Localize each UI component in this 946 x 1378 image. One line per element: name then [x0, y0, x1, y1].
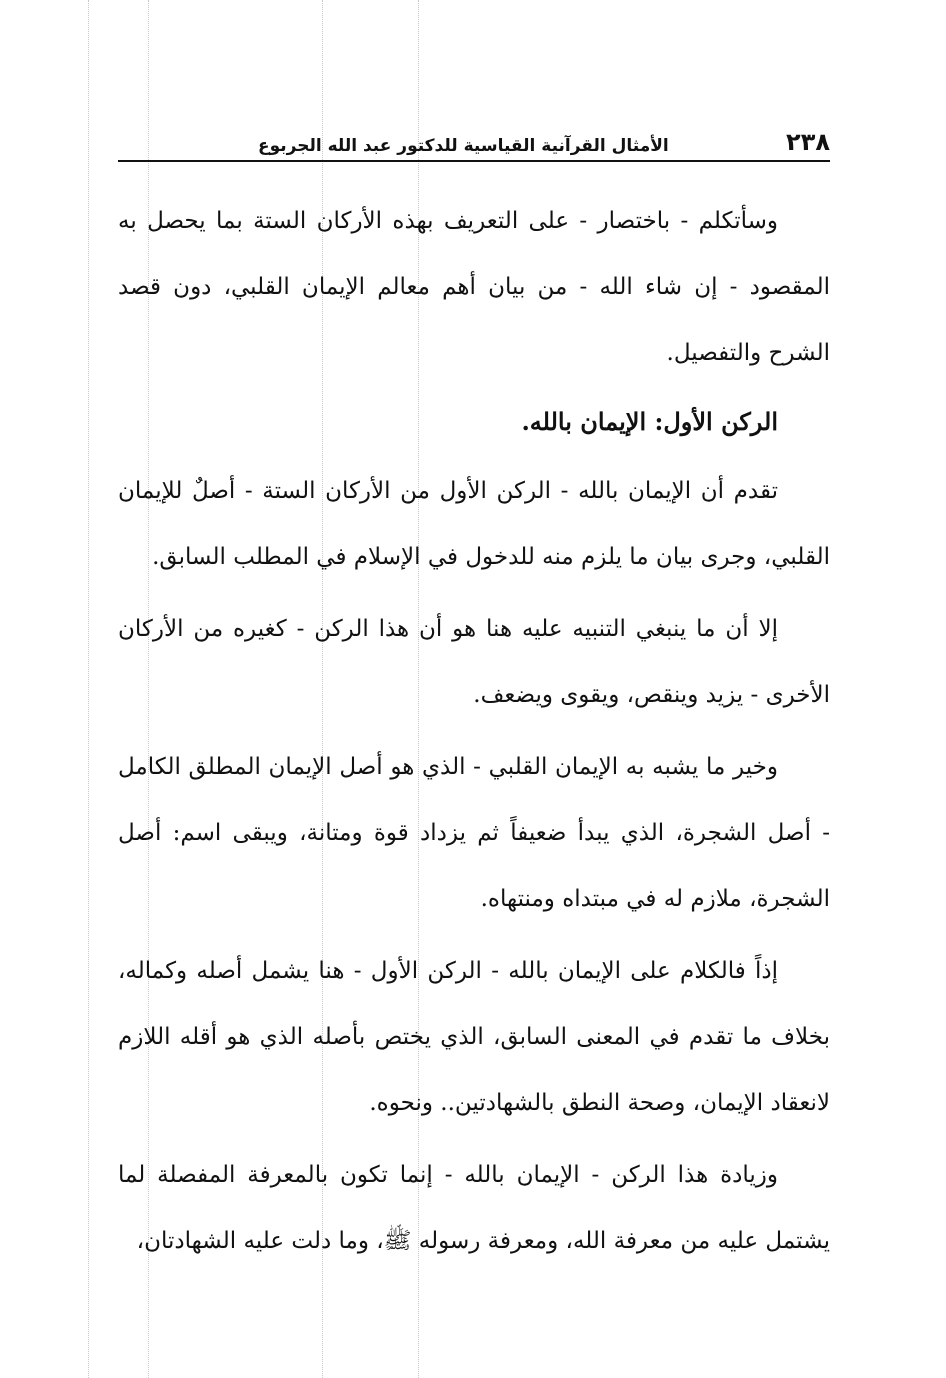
- page-body: [118, 188, 830, 1280]
- paragraph: إلا أن ما ينبغي التنبيه عليه هنا هو أن هذا الركن - كغيره من الأركان الأخرى - يزيد وينقص، ويقوى ويضعف.: [118, 616, 830, 708]
- paragraph: إذاً فالكلام على الإيمان بالله - الركن الأول - هنا يشمل أصله وكماله، بخلاف ما تقدم في المعنى السابق، الذي يختص بأصله الذي هو أقله اللازم لانعقاد الإيمان، وصحة النطق بالشهادتين.. ونحوه.: [118, 958, 830, 1116]
- paragraph: وزيادة هذا الركن - الإيمان بالله - إنما تكون بالمعرفة المفصلة لما يشتمل عليه من معرفة الله، ومعرفة رسوله ﷺ، وما دلت عليه الشهادتان،: [118, 1162, 830, 1254]
- paragraph: وسأتكلم - باختصار - على التعريف بهذه الأركان الستة بما يحصل به المقصود - إن شاء الله - من بيان أهم معالم الإيمان القلبي، دون قصد الشرح والتفصيل.: [118, 208, 830, 366]
- section-heading: الركن الأول: الإيمان بالله.: [521, 407, 778, 436]
- page-header: [118, 128, 830, 162]
- paragraph: وخير ما يشبه به الإيمان القلبي - الذي هو أصل الإيمان المطلق الكامل - أصل الشجرة، الذي يبدأ ضعيفاً ثم يزداد قوة ومتانة، ويبقى اسم: أصل الشجرة، ملازم له في مبتداه ومنتهاه.: [118, 754, 830, 912]
- paragraph: تقدم أن الإيمان بالله - الركن الأول من الأركان الستة - أصلٌ للإيمان القلبي، وجرى بيان ما يلزم منه للدخول في الإسلام في المطلب السابق.: [118, 478, 830, 570]
- scan-artifact-line: [88, 0, 89, 1378]
- page-number: ٢٣٨: [786, 128, 830, 156]
- running-title: الأمثال القرآنية القياسية للدكتور عبد الله الجربوع: [258, 136, 669, 156]
